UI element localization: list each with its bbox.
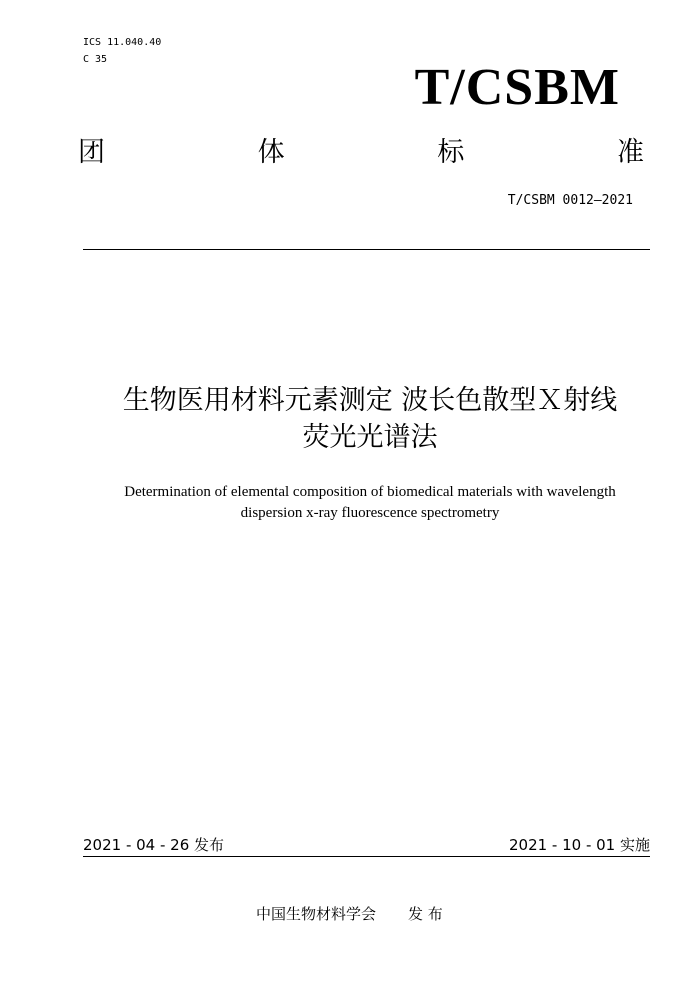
publish-date: 2021 - 04 - 26 发布 xyxy=(83,836,225,854)
publisher-action: 发 布 xyxy=(408,905,443,923)
standard-type-char: 标 xyxy=(437,137,465,168)
standard-type-char: 准 xyxy=(616,137,644,168)
ics-code: ICS 11.040.40 xyxy=(83,37,162,48)
publisher-name: 中国生物材料学会 xyxy=(256,905,377,923)
standard-type-char: 体 xyxy=(257,137,285,168)
english-title-line: Determination of elemental composition of biomedical materials with wavelength xyxy=(124,484,616,500)
standard-type-char: 团 xyxy=(78,137,105,168)
english-title-line: dispersion x-ray fluorescence spectrometry xyxy=(240,505,500,521)
header-divider xyxy=(83,249,650,250)
standard-type xyxy=(78,136,644,170)
standard-number: T/CSBM 0012—2021 xyxy=(507,193,633,208)
ccs-code: C 35 xyxy=(83,54,108,65)
chinese-title-line: 荧光光谱法 xyxy=(302,422,438,453)
publisher xyxy=(256,904,443,924)
standard-logo: T/CSBM xyxy=(414,59,620,116)
footer-divider xyxy=(83,856,650,857)
chinese-title xyxy=(60,382,680,456)
chinese-title-line: 生物医用材料元素测定 波长色散型Ｘ射线 xyxy=(122,385,618,416)
implementation-date: 2021 - 10 - 01 实施 xyxy=(508,836,650,854)
english-title xyxy=(60,482,680,524)
